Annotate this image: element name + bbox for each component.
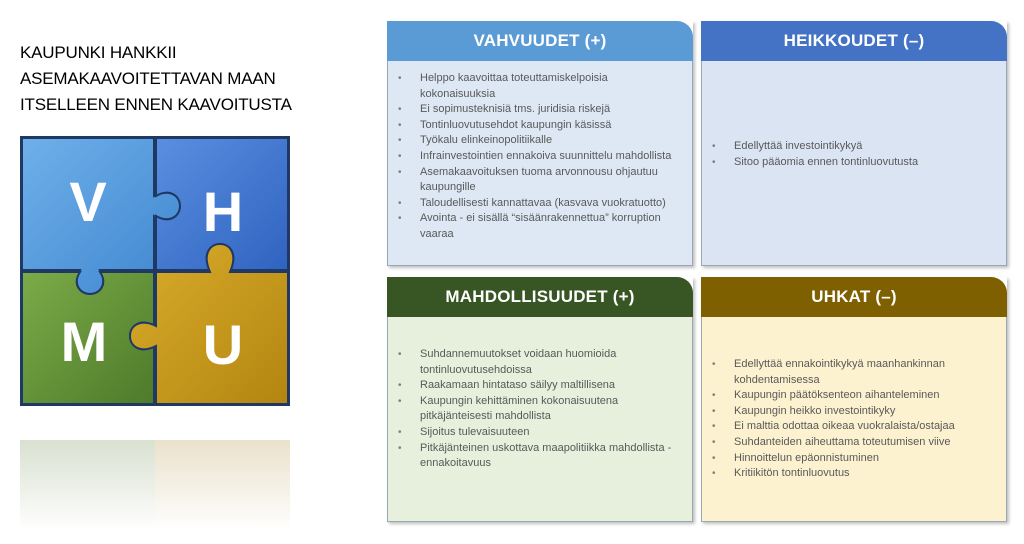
opportunities-item: • Raakamaan hintataso säilyy maltillisena bbox=[420, 378, 684, 394]
strengths-item: • Taloudellisesti kannattavaa (kasvava vuokratuotto) bbox=[420, 196, 684, 212]
strengths-item: • Ei sopimusteknisiä tms. juridisia riskejä bbox=[420, 102, 684, 118]
title-line: ITSELLEEN ENNEN KAAVOITUSTA bbox=[20, 95, 292, 114]
opportunities-heading: MAHDOLLISUUDET (+) bbox=[387, 277, 693, 317]
threats-item: • Ei malttia odottaa oikeaa vuokralaista/ostajaa bbox=[734, 419, 998, 435]
weaknesses-item: • Edellyttää investointikykyä bbox=[734, 139, 998, 155]
threats-item: • Kaupungin päätöksenteon aihanteleminen bbox=[734, 388, 998, 404]
weaknesses-list bbox=[702, 61, 1006, 170]
weaknesses-body bbox=[701, 61, 1007, 266]
letter-u: U bbox=[202, 313, 244, 376]
reflection-left bbox=[20, 440, 155, 530]
title-line: KAUPUNKI HANKKII bbox=[20, 43, 177, 62]
threats-heading: UHKAT (–) bbox=[701, 277, 1007, 317]
threats-item: • Suhdanteiden aiheuttama toteutumisen viive bbox=[734, 435, 998, 451]
weaknesses-item: • Sitoo pääomia ennen tontinluovutusta bbox=[734, 155, 998, 171]
puzzle-reflection bbox=[20, 440, 290, 530]
puzzle-svg bbox=[20, 136, 290, 406]
letter-h: H bbox=[202, 180, 244, 243]
opportunities-body bbox=[387, 317, 693, 522]
title-line: ASEMAKAAVOITETTAVAN MAAN bbox=[20, 69, 276, 88]
letter-m: M bbox=[60, 310, 108, 373]
slide-title bbox=[20, 40, 320, 118]
threats-list bbox=[702, 317, 1006, 482]
threats-body bbox=[701, 317, 1007, 522]
strengths-list bbox=[388, 61, 692, 243]
threats-item: • Kritiikitön tontinluovutus bbox=[734, 466, 998, 482]
swot-puzzle-graphic bbox=[20, 136, 290, 406]
opportunities-list bbox=[388, 317, 692, 472]
strengths-item: • Työkalu elinkeinopolitiikalle bbox=[420, 133, 684, 149]
letter-v: V bbox=[69, 170, 107, 233]
opportunities-item: • Suhdannemuutokset voidaan huomioida tontinluovutusehdoissa bbox=[420, 347, 684, 378]
opportunities-item: • Sijoitus tulevaisuuteen bbox=[420, 425, 684, 441]
threats-item: • Edellyttää ennakointikykyä maanhankinnan kohdentamisessa bbox=[734, 357, 998, 388]
strengths-item: • Avointa - ei sisällä “sisäänrakennettua” korruption vaaraa bbox=[420, 211, 684, 242]
threats-card bbox=[701, 277, 1007, 522]
strengths-body bbox=[387, 61, 693, 266]
strengths-item: • Helppo kaavoittaa toteuttamiskelpoisia kokonaisuuksia bbox=[420, 71, 684, 102]
strengths-item: • Asemakaavoituksen tuoma arvonnousu ohjautuu kaupungille bbox=[420, 165, 684, 196]
strengths-card bbox=[387, 21, 693, 266]
opportunities-item: • Pitkäjänteinen uskottava maapolitiikka mahdollista - ennakoitavuus bbox=[420, 441, 684, 472]
threats-item: • Hinnoittelun epäonnistuminen bbox=[734, 451, 998, 467]
weaknesses-card bbox=[701, 21, 1007, 266]
strengths-item: • Tontinluovutusehdot kaupungin käsissä bbox=[420, 118, 684, 134]
strengths-heading: VAHVUUDET (+) bbox=[387, 21, 693, 61]
threats-item: • Kaupungin heikko investointikyky bbox=[734, 404, 998, 420]
reflection-right bbox=[155, 440, 290, 530]
opportunities-card bbox=[387, 277, 693, 522]
opportunities-item: • Kaupungin kehittäminen kokonaisuutena pitkäjänteisesti mahdollista bbox=[420, 394, 684, 425]
weaknesses-heading: HEIKKOUDET (–) bbox=[701, 21, 1007, 61]
strengths-item: • Infrainvestointien ennakoiva suunnittelu mahdollista bbox=[420, 149, 684, 165]
